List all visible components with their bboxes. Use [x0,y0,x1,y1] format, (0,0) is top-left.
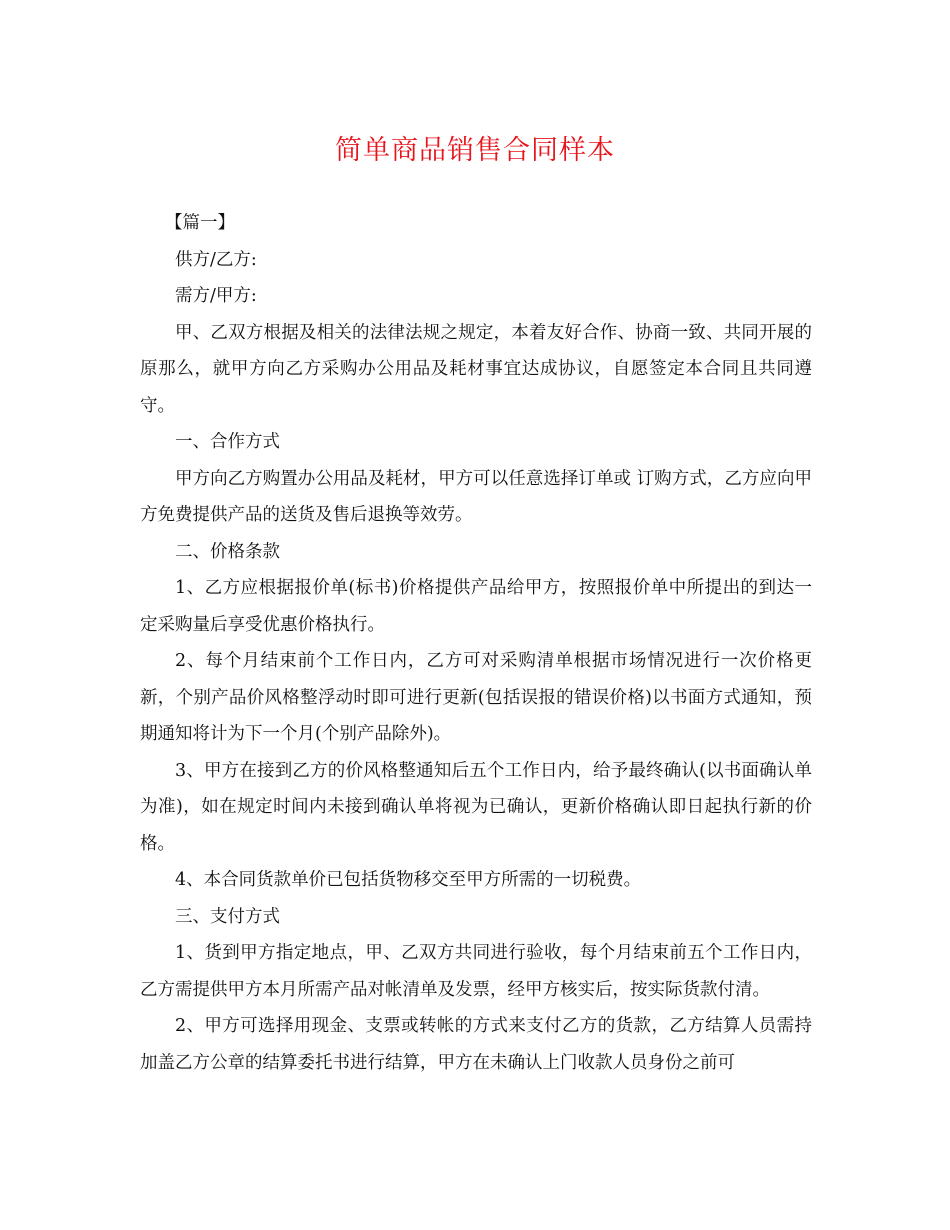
payment-clause-2: 2、甲方可选择用现金、支票或转帐的方式来支付乙方的货款，乙方结算人员需持加盖乙方公章的结算委托书进行结算，甲方在未确认上门收款人员身份之前可 [140,1016,812,1073]
price-clause-3: 3、甲方在接到乙方的价风格整通知后五个工作日内，给予最终确认(以书面确认单为准)，如在规定时间内未接到确认单将视为已确认，更新价格确认即日起执行新的价格。 [140,760,812,854]
supplier-line: 供方/乙方: [175,249,257,270]
price-clause-1: 1、乙方应根据报价单(标书)价格提供产品给甲方，按照报价单中所提出的到达一定采购量后享受优惠价格执行。 [140,578,812,635]
heading-payment: 三、支付方式 [175,906,280,927]
heading-price: 二、价格条款 [175,541,280,562]
buyer-line: 需方/甲方: [175,286,257,306]
heading-cooperation: 一、合作方式 [175,432,280,452]
payment-clause-1: 1、货到甲方指定地点，甲、乙双方共同进行验收，每个月结束前五个工作日内，乙方需提供甲方本月所需产品对帐清单及发票，经甲方核实后，按实际货款付清。 [140,943,812,1000]
price-clause-2: 2、每个月结束前个工作日内，乙方可对采购清单根据市场情况进行一次价格更新，个别产品价风格整浮动时即可进行更新(包括误报的错误价格)以书面方式通知，预期通知将计为下一个月(个别产品除外)。 [140,651,812,744]
document-title: 简单商品销售合同样本 [335,135,615,166]
cooperation-paragraph: 甲方向乙方购置办公用品及耗材，甲方可以任意选择订单或 订购方式，乙方应向甲方免费提供产品的送货及售后退换等效劳。 [140,468,812,525]
price-clause-4: 4、本合同货款单价已包括货物移交至甲方所需的一切税费。 [175,870,642,890]
section-label: 【篇一】 [165,213,235,233]
document-body [140,205,812,1081]
preamble-paragraph: 甲、乙双方根据及相关的法律法规之规定，本着友好合作、协商一致、共同开展的原那么，就甲方向乙方采购办公用品及耗材事宜达成协议，自愿签定本合同且共同遵守。 [140,322,812,416]
